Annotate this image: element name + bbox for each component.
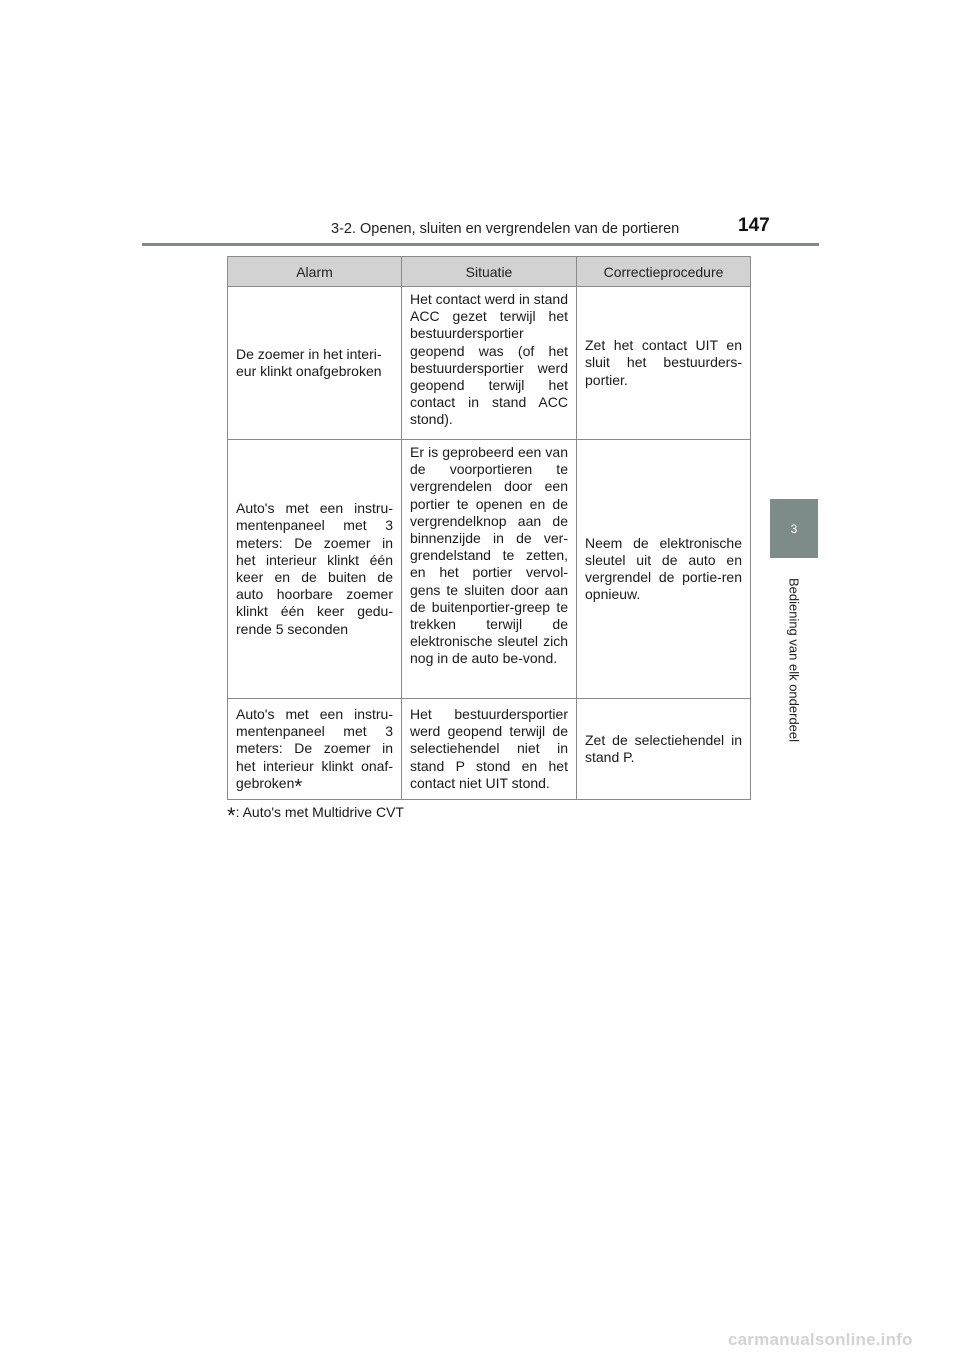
header-divider (142, 243, 819, 246)
alarm-cell (228, 287, 402, 440)
procedure-text: Zet het contact UIT en sluit het bestuurders-portier. (585, 337, 742, 388)
chapter-tab (770, 499, 818, 558)
footnote-text: : Auto's met Multidrive CVT (235, 804, 404, 820)
situation-text: Het contact werd in stand ACC gezet terwijl het bestuurdersportier geopend was (of het bestuurdersportier werd geopend terwijl het contact in stand ACC stond). (410, 291, 568, 428)
watermark: carmanualsonline.info (728, 1330, 913, 1349)
procedure-cell (577, 287, 751, 440)
chapter-number: 3 (790, 521, 798, 536)
table-row (228, 440, 751, 699)
situation-cell (402, 287, 577, 440)
chapter-label: Bediening van elk onderdeel (786, 577, 802, 743)
procedure-cell (577, 440, 751, 699)
situation-text: Het bestuurdersportier werd geopend terwijl de selectiehendel niet in stand P stond en het contact niet UIT stond. (410, 706, 568, 791)
table-header-row (228, 257, 751, 287)
alarm-text: Auto's met een instru-mentenpaneel met 3 meters: De zoemer in het interieur klinkt één keer en de buiten de auto hoorbare zoemer klinkt één keer gedu-rende 5 seconden (236, 500, 393, 637)
situation-text: Er is geprobeerd een van de voorportieren te vergrendelen door een portier te openen en de vergrendelknop aan de binnenzijde in de ver-grendelstand te zetten, en het portier vervol-gens te sluiten door aan de buitenportier-greep te trekken terwijl de elektronische sleutel zich nog in de auto be-vond. (410, 444, 568, 667)
alarm-cell (228, 699, 402, 800)
table-row (228, 287, 751, 440)
alarm-text: Auto's met een instru-mentenpaneel met 3 meters: De zoemer in het interieur klinkt onaf-gebroken (236, 706, 393, 791)
footnote-marker: * (294, 775, 303, 798)
alarm-table (227, 256, 751, 800)
procedure-cell (577, 699, 751, 800)
column-header-situation: Situatie (402, 257, 577, 287)
alarm-cell (228, 440, 402, 699)
page-number: 147 (738, 215, 770, 236)
footnote-marker: * (227, 803, 236, 828)
table-row (228, 699, 751, 800)
procedure-text: Zet de selectiehendel in stand P. (585, 731, 742, 765)
situation-cell (402, 440, 577, 699)
column-header-procedure: Correctieprocedure (577, 257, 751, 287)
footnote (227, 803, 404, 828)
column-header-alarm: Alarm (228, 257, 402, 287)
section-title: 3-2. Openen, sluiten en vergrendelen van de portieren (331, 221, 680, 237)
alarm-text: De zoemer in het interi-eur klinkt onafgebroken (236, 345, 382, 379)
situation-cell (402, 699, 577, 800)
procedure-text: Neem de elektronische sleutel uit de auto en vergrendel de portie-ren opnieuw. (585, 534, 742, 603)
